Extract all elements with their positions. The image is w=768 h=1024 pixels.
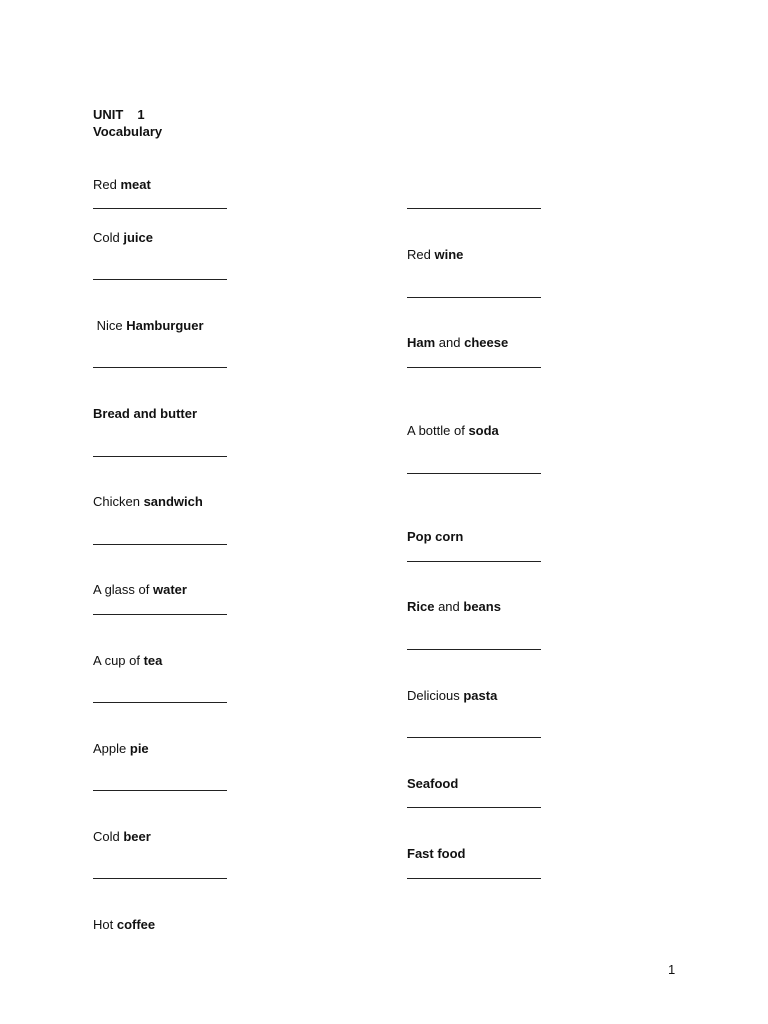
unit-label: UNIT xyxy=(93,107,124,122)
answer-blank[interactable] xyxy=(407,367,541,368)
vocab-item-glass-of-water: A glass of water xyxy=(93,582,187,597)
vocab-item-delicious-pasta: Delicious pasta xyxy=(407,688,498,703)
vocab-item-nice-hamburguer: Nice Hamburguer xyxy=(93,318,204,333)
vocab-item-red-meat: Red meat xyxy=(93,177,151,192)
vocabulary-subtitle: Vocabulary xyxy=(93,124,163,139)
unit-number: 1 xyxy=(137,107,145,122)
answer-blank[interactable] xyxy=(407,737,541,738)
answer-blank[interactable] xyxy=(93,878,227,879)
answer-blank[interactable] xyxy=(93,614,227,615)
vocab-item-chicken-sandwich: Chicken sandwich xyxy=(93,494,203,509)
vocab-item-ham-and-cheese: Ham and cheese xyxy=(407,335,509,350)
worksheet-header xyxy=(93,106,162,140)
vocab-item-cold-juice: Cold juice xyxy=(93,230,153,245)
answer-blank[interactable] xyxy=(93,279,227,280)
vocab-item-fast-food: Fast food xyxy=(407,846,466,861)
answer-blank[interactable] xyxy=(93,790,227,791)
answer-blank[interactable] xyxy=(407,807,541,808)
vocab-item-pop-corn: Pop corn xyxy=(407,529,464,544)
vocab-item-bottle-of-soda: A bottle of soda xyxy=(407,423,499,438)
page-number: 1 xyxy=(668,962,676,977)
answer-blank[interactable] xyxy=(407,473,541,474)
vocab-item-hot-coffee: Hot coffee xyxy=(93,917,156,932)
vocab-item-bread-and-butter: Bread and butter xyxy=(93,406,198,421)
answer-blank[interactable] xyxy=(407,649,541,650)
vocab-item-rice-and-beans: Rice and beans xyxy=(407,599,501,614)
answer-blank[interactable] xyxy=(93,456,227,457)
answer-blank[interactable] xyxy=(407,878,541,879)
vocab-item-apple-pie: Apple pie xyxy=(93,741,149,756)
vocab-item-red-wine: Red wine xyxy=(407,247,464,262)
answer-blank[interactable] xyxy=(407,561,541,562)
answer-blank[interactable] xyxy=(407,297,541,298)
unit-title xyxy=(93,106,162,123)
answer-blank[interactable] xyxy=(93,367,227,368)
answer-blank[interactable] xyxy=(407,208,541,209)
answer-blank[interactable] xyxy=(93,208,227,209)
vocab-item-cold-beer: Cold beer xyxy=(93,829,151,844)
answer-blank[interactable] xyxy=(93,702,227,703)
vocab-item-cup-of-tea: A cup of tea xyxy=(93,653,163,668)
vocab-item-seafood: Seafood xyxy=(407,776,459,791)
answer-blank[interactable] xyxy=(93,544,227,545)
